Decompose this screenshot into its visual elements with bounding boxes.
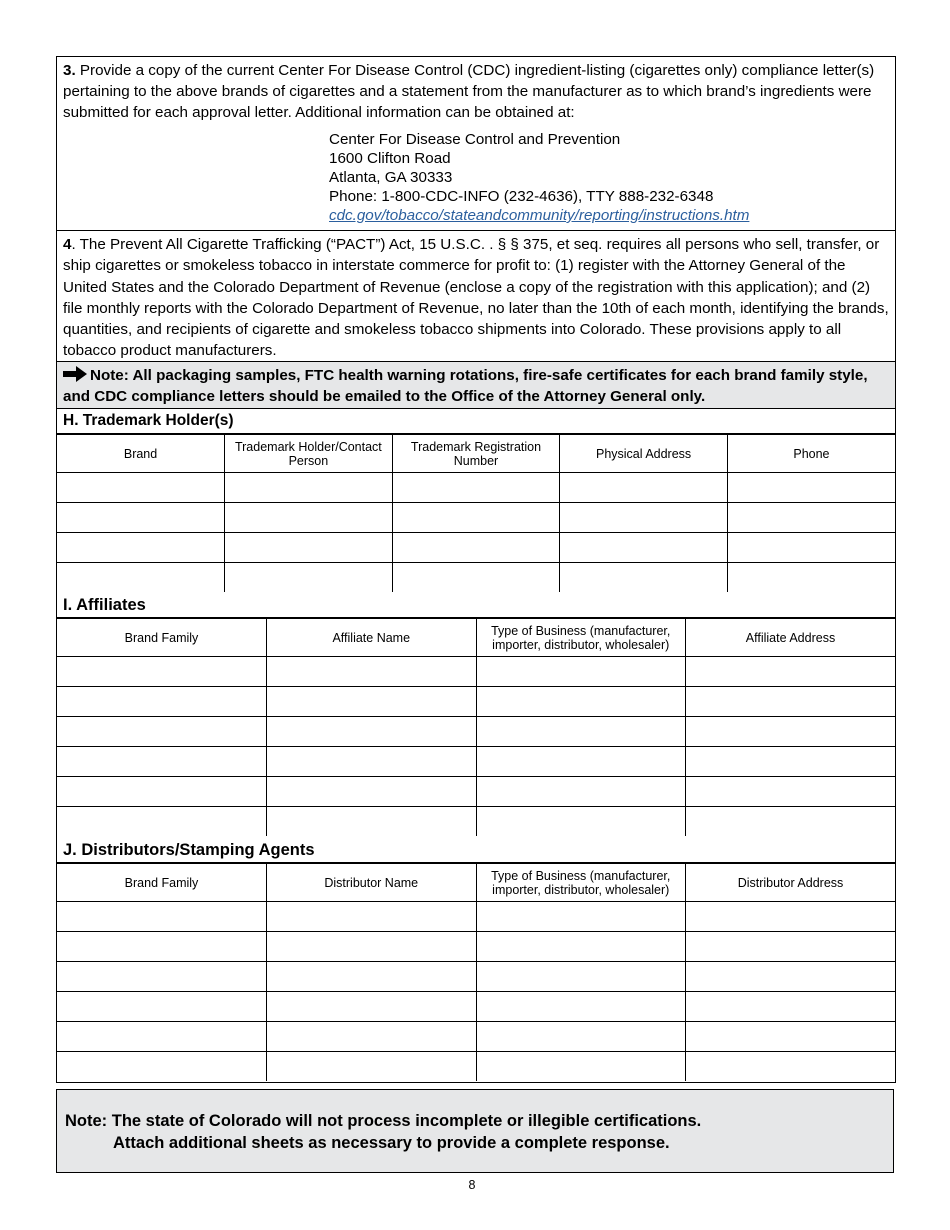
table-cell-input[interactable]	[686, 717, 896, 747]
table-row	[57, 932, 895, 962]
table-row	[57, 992, 895, 1022]
table-cell-input[interactable]	[560, 473, 728, 503]
table-cell-input[interactable]	[686, 657, 896, 687]
table-cell-input[interactable]	[57, 807, 267, 837]
table-cell-input[interactable]	[57, 777, 267, 807]
table-cell-input[interactable]	[727, 473, 895, 503]
distributors-table	[57, 863, 895, 1081]
table-cell-input[interactable]	[57, 962, 267, 992]
column-header: Trademark Holder/Contact Person	[225, 435, 393, 473]
column-header: Trademark Registration Number	[392, 435, 560, 473]
table-cell-input[interactable]	[392, 503, 560, 533]
table-cell-input[interactable]	[225, 563, 393, 593]
final-note	[56, 1089, 894, 1173]
email-note-text: Note: All packaging samples, FTC health warning rotations, fire-safe certificates for each brand family style, and CDC compliance letters should be emailed to the Office of the Attorney General only.	[63, 367, 868, 405]
table-cell-input[interactable]	[57, 657, 267, 687]
table-cell-input[interactable]	[225, 473, 393, 503]
table-cell-input[interactable]	[476, 1022, 686, 1052]
table-cell-input[interactable]	[686, 962, 896, 992]
section-3-text: Provide a copy of the current Center For Disease Control (CDC) ingredient-listing (cigarettes only) compliance letter(s) pertaining to the above brands of cigarettes and a statement from the manufacturer as to which brand’s ingredients were submitted for each approval letter. Additional information can be obtained at:	[63, 62, 875, 121]
column-header: Physical Address	[560, 435, 728, 473]
table-cell-input[interactable]	[686, 902, 896, 932]
table-cell-input[interactable]	[225, 503, 393, 533]
final-note-line-2: Attach additional sheets as necessary to provide a complete response.	[113, 1134, 670, 1152]
section-4-number: 4	[63, 236, 72, 253]
table-row	[57, 503, 895, 533]
section-3-number: 3.	[63, 62, 76, 79]
table-cell-input[interactable]	[560, 533, 728, 563]
table-row	[57, 962, 895, 992]
column-header: Affiliate Name	[267, 619, 477, 657]
affiliates-table	[57, 618, 895, 836]
trademark-holders-table	[57, 434, 895, 592]
column-header: Distributor Address	[686, 864, 896, 902]
table-cell-input[interactable]	[57, 747, 267, 777]
cdc-street: 1600 Clifton Road	[329, 150, 451, 167]
table-cell-input[interactable]	[686, 777, 896, 807]
table-cell-input[interactable]	[476, 902, 686, 932]
table-cell-input[interactable]	[267, 932, 477, 962]
table-cell-input[interactable]	[57, 717, 267, 747]
table-cell-input[interactable]	[727, 563, 895, 593]
table-cell-input[interactable]	[476, 717, 686, 747]
table-cell-input[interactable]	[57, 1052, 267, 1082]
table-cell-input[interactable]	[267, 687, 477, 717]
table-cell-input[interactable]	[392, 563, 560, 593]
table-cell-input[interactable]	[476, 992, 686, 1022]
table-cell-input[interactable]	[57, 1022, 267, 1052]
table-row	[57, 717, 895, 747]
table-cell-input[interactable]	[267, 747, 477, 777]
table-row	[57, 687, 895, 717]
table-row	[57, 1052, 895, 1082]
table-cell-input[interactable]	[57, 687, 267, 717]
table-cell-input[interactable]	[476, 1052, 686, 1082]
section-4	[57, 231, 895, 362]
table-row	[57, 777, 895, 807]
table-cell-input[interactable]	[686, 807, 896, 837]
table-row	[57, 902, 895, 932]
table-cell-input[interactable]	[57, 992, 267, 1022]
table-cell-input[interactable]	[267, 717, 477, 747]
table-cell-input[interactable]	[392, 473, 560, 503]
table-cell-input[interactable]	[57, 563, 225, 593]
table-row	[57, 473, 895, 503]
table-cell-input[interactable]	[267, 777, 477, 807]
table-cell-input[interactable]	[267, 1022, 477, 1052]
table-cell-input[interactable]	[686, 992, 896, 1022]
column-header: Distributor Name	[267, 864, 477, 902]
table-cell-input[interactable]	[476, 807, 686, 837]
table-header-row	[57, 619, 895, 657]
table-row	[57, 657, 895, 687]
email-note	[57, 362, 895, 409]
table-row	[57, 533, 895, 563]
table-cell-input[interactable]	[57, 902, 267, 932]
table-cell-input[interactable]	[686, 1022, 896, 1052]
table-cell-input[interactable]	[476, 747, 686, 777]
page-number: 8	[468, 1178, 476, 1192]
table-cell-input[interactable]	[686, 1052, 896, 1082]
table-row	[57, 807, 895, 837]
table-header-row	[57, 435, 895, 473]
table-cell-input[interactable]	[727, 533, 895, 563]
table-header-row	[57, 864, 895, 902]
column-header: Affiliate Address	[686, 619, 896, 657]
table-cell-input[interactable]	[267, 992, 477, 1022]
table-cell-input[interactable]	[267, 657, 477, 687]
table-row	[57, 1022, 895, 1052]
cdc-address	[329, 130, 749, 225]
section-4-text: . The Prevent All Cigarette Trafficking (“PACT”) Act, 15 U.S.C. . § § 375, et seq. requires all persons who sell, transfer, or ship cigarettes or smokeless tobacco in interstate commerce for profit to: (1) register with the Attorney General of the United States and the Colorado Department of Revenue (enclose a copy of the registration with this application); and (2) file monthly reports with the Colorado Department of Revenue, no later than the 10th of each month, identifying the brands, quantities, and recipients of cigarette and smokeless tobacco shipments into Colorado. These provisions apply to all tobacco product manufacturers.	[63, 236, 889, 360]
table-cell-input[interactable]	[225, 533, 393, 563]
table-row	[57, 563, 895, 593]
table-cell-input[interactable]	[727, 503, 895, 533]
table-cell-input[interactable]	[476, 932, 686, 962]
application-form	[56, 56, 896, 1083]
section-j-title: J. Distributors/Stamping Agents	[57, 838, 895, 863]
arrow-right-icon	[63, 366, 87, 382]
table-cell-input[interactable]	[686, 747, 896, 777]
section-h-title: H. Trademark Holder(s)	[57, 409, 895, 434]
table-cell-input[interactable]	[476, 687, 686, 717]
cdc-link[interactable]: cdc.gov/tobacco/stateandcommunity/reporting/instructions.htm	[329, 207, 750, 224]
table-cell-input[interactable]	[560, 563, 728, 593]
table-cell-input[interactable]	[476, 657, 686, 687]
cdc-phone: Phone: 1-800-CDC-INFO (232-4636), TTY 888-232-6348	[329, 188, 714, 205]
final-note-line-1: Note: The state of Colorado will not process incomplete or illegible certifications.	[65, 1112, 702, 1130]
table-cell-input[interactable]	[476, 962, 686, 992]
table-cell-input[interactable]	[267, 962, 477, 992]
table-cell-input[interactable]	[686, 687, 896, 717]
section-i-title: I. Affiliates	[57, 593, 895, 618]
table-cell-input[interactable]	[267, 807, 477, 837]
table-cell-input[interactable]	[57, 533, 225, 563]
column-header: Brand Family	[57, 864, 267, 902]
table-cell-input[interactable]	[686, 932, 896, 962]
cdc-org: Center For Disease Control and Prevention	[329, 131, 621, 148]
table-cell-input[interactable]	[267, 1052, 477, 1082]
table-row	[57, 747, 895, 777]
table-cell-input[interactable]	[560, 503, 728, 533]
table-cell-input[interactable]	[476, 777, 686, 807]
column-header: Brand Family	[57, 619, 267, 657]
column-header: Phone	[727, 435, 895, 473]
column-header: Type of Business (manufacturer, importer, distributor, wholesaler)	[476, 864, 686, 902]
column-header: Type of Business (manufacturer, importer, distributor, wholesaler)	[476, 619, 686, 657]
table-cell-input[interactable]	[267, 902, 477, 932]
table-cell-input[interactable]	[57, 473, 225, 503]
column-header: Brand	[57, 435, 225, 473]
table-cell-input[interactable]	[392, 533, 560, 563]
table-cell-input[interactable]	[57, 932, 267, 962]
section-3	[57, 57, 895, 231]
table-cell-input[interactable]	[57, 503, 225, 533]
cdc-city: Atlanta, GA 30333	[329, 169, 453, 186]
